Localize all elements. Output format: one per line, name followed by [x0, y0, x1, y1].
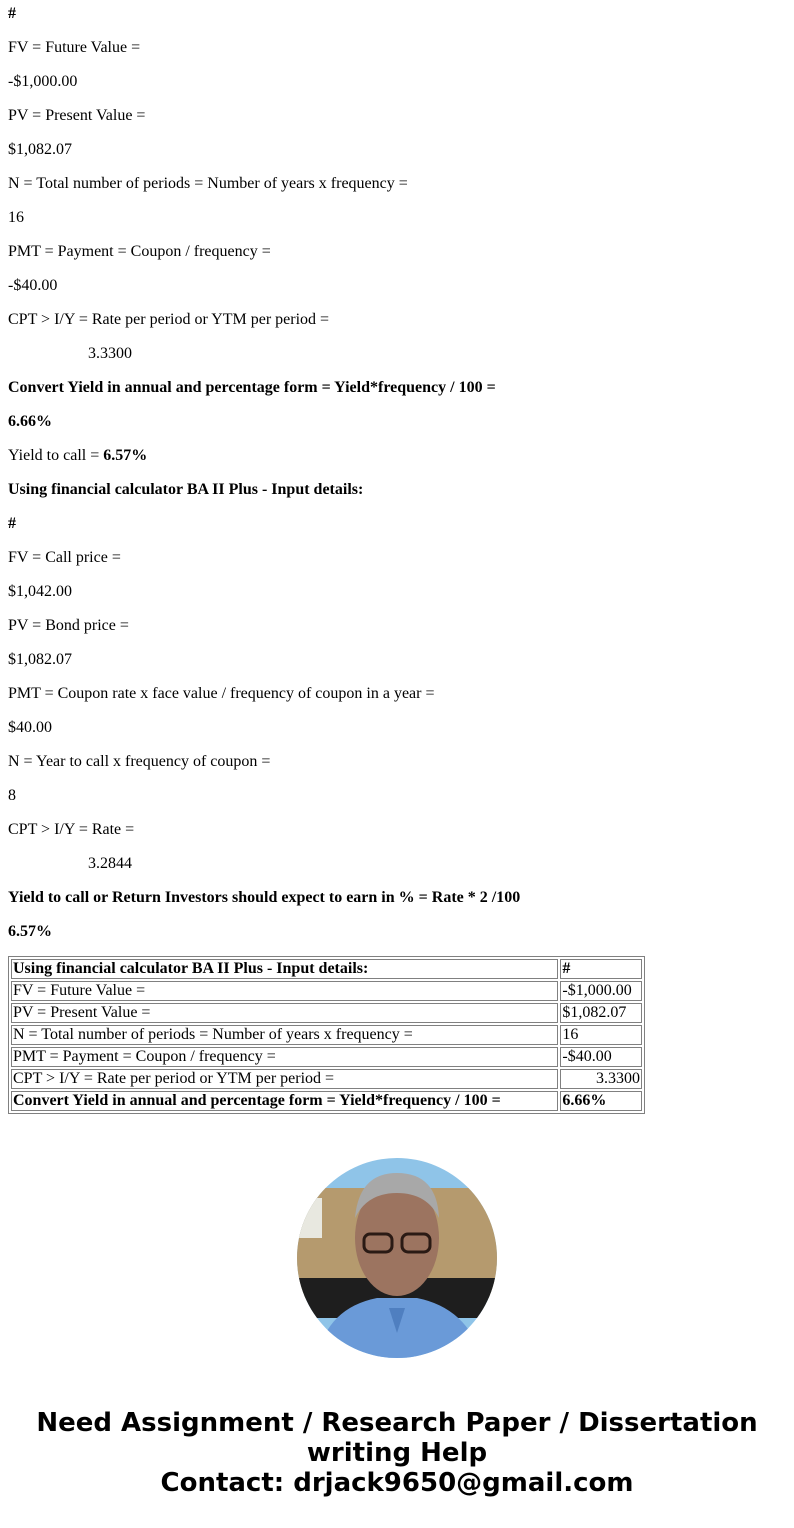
table-cell-value: 6.66%: [560, 1091, 642, 1111]
paragraph-text: 3.3300: [88, 345, 132, 362]
author-photo: [297, 1158, 497, 1358]
paragraph: [8, 413, 786, 431]
table-cell-label: PV = Present Value =: [11, 1003, 558, 1023]
table-cell-value: -$1,000.00: [560, 981, 642, 1001]
paragraph-text: #: [8, 515, 16, 532]
paragraph-text: CPT > I/Y = Rate =: [8, 821, 135, 838]
paragraph-text: $1,082.07: [8, 651, 72, 668]
paragraph: [8, 277, 786, 295]
paragraph: [8, 685, 786, 703]
paragraph: [8, 73, 786, 91]
paragraph: [8, 311, 786, 329]
table-cell-value: 3.3300: [560, 1069, 642, 1089]
paragraph-text: 6.57%: [8, 923, 52, 940]
paragraph-text: Using financial calculator BA II Plus - Input details:: [8, 481, 364, 498]
paragraph: [8, 583, 786, 601]
paragraph: [8, 549, 786, 567]
paragraph-text: 3.2844: [88, 855, 132, 872]
paragraph-text: $1,042.00: [8, 583, 72, 600]
paragraph-text: PMT = Coupon rate x face value / frequency of coupon in a year =: [8, 685, 435, 702]
paragraph: [8, 821, 786, 839]
paragraph: [8, 175, 786, 193]
paragraph: [8, 651, 786, 669]
paragraph: [8, 447, 786, 465]
paragraph: [8, 141, 786, 159]
paragraph: [8, 345, 786, 363]
table-row: [11, 981, 642, 1001]
paragraph: [8, 617, 786, 635]
table-row: [11, 1025, 642, 1045]
table-row: [11, 959, 642, 979]
footer-contact-text: Contact: drjack9650@gmail.com: [160, 1468, 634, 1498]
paragraph-text: Yield to call or Return Investors should expect to earn in % = Rate * 2 /100: [8, 889, 521, 906]
paragraph: [8, 379, 786, 397]
paragraph-text: N = Year to call x frequency of coupon =: [8, 753, 271, 770]
table-cell-value: #: [560, 959, 642, 979]
paragraph-text: $40.00: [8, 719, 52, 736]
paragraph-text: 8: [8, 787, 16, 804]
solution-paragraphs: [8, 5, 786, 941]
paragraph-text: -$40.00: [8, 277, 58, 294]
table-cell-value: -$40.00: [560, 1047, 642, 1067]
input-details-table: [8, 956, 645, 1114]
paragraph-text: FV = Future Value =: [8, 39, 141, 56]
table-cell-value: 16: [560, 1025, 642, 1045]
paragraph-text: #: [8, 5, 16, 22]
paragraph-text: 16: [8, 209, 24, 226]
table-cell-label: CPT > I/Y = Rate per period or YTM per period =: [11, 1069, 558, 1089]
footer-help-text: Need Assignment / Research Paper / Dissertation writing Help: [36, 1408, 758, 1468]
paragraph-text: CPT > I/Y = Rate per period or YTM per period =: [8, 311, 330, 328]
table-cell-label: FV = Future Value =: [11, 981, 558, 1001]
paragraph: [8, 855, 786, 873]
paragraph-text: 6.66%: [8, 413, 52, 430]
table-cell-label: Convert Yield in annual and percentage form = Yield*frequency / 100 =: [11, 1091, 558, 1111]
paragraph-text: -$1,000.00: [8, 73, 78, 90]
paragraph: [8, 209, 786, 227]
document-body: [0, 5, 794, 1114]
paragraph: [8, 5, 786, 23]
paragraph-text: $1,082.07: [8, 141, 72, 158]
paragraph-text: PV = Present Value =: [8, 107, 146, 124]
paragraph: [8, 787, 786, 805]
paragraph: [8, 39, 786, 57]
paragraph-text: PMT = Payment = Coupon / frequency =: [8, 243, 271, 260]
table-row: [11, 1003, 642, 1023]
table-cell-label: N = Total number of periods = Number of years x frequency =: [11, 1025, 558, 1045]
paragraph: [8, 481, 786, 499]
paragraph: [8, 107, 786, 125]
table-row: [11, 1047, 642, 1067]
paragraph: [8, 515, 786, 533]
paragraph-text: PV = Bond price =: [8, 617, 129, 634]
paragraph-text: Yield to call =: [8, 447, 104, 464]
paragraph-text: N = Total number of periods = Number of years x frequency =: [8, 175, 408, 192]
table-row: [11, 1091, 642, 1111]
paragraph-text: Convert Yield in annual and percentage form = Yield*frequency / 100 =: [8, 379, 496, 396]
paragraph-text: FV = Call price =: [8, 549, 121, 566]
table-row: [11, 1069, 642, 1089]
table-cell-label: PMT = Payment = Coupon / frequency =: [11, 1047, 558, 1067]
paragraph: [8, 753, 786, 771]
paragraph-bold-value: 6.57%: [103, 447, 148, 464]
paragraph: [8, 889, 786, 907]
paragraph: [8, 243, 786, 261]
paragraph: [8, 923, 786, 941]
paragraph: [8, 719, 786, 737]
footer-banner: [0, 1408, 794, 1498]
table-cell-label: Using financial calculator BA II Plus - Input details:: [11, 959, 558, 979]
table-cell-value: $1,082.07: [560, 1003, 642, 1023]
